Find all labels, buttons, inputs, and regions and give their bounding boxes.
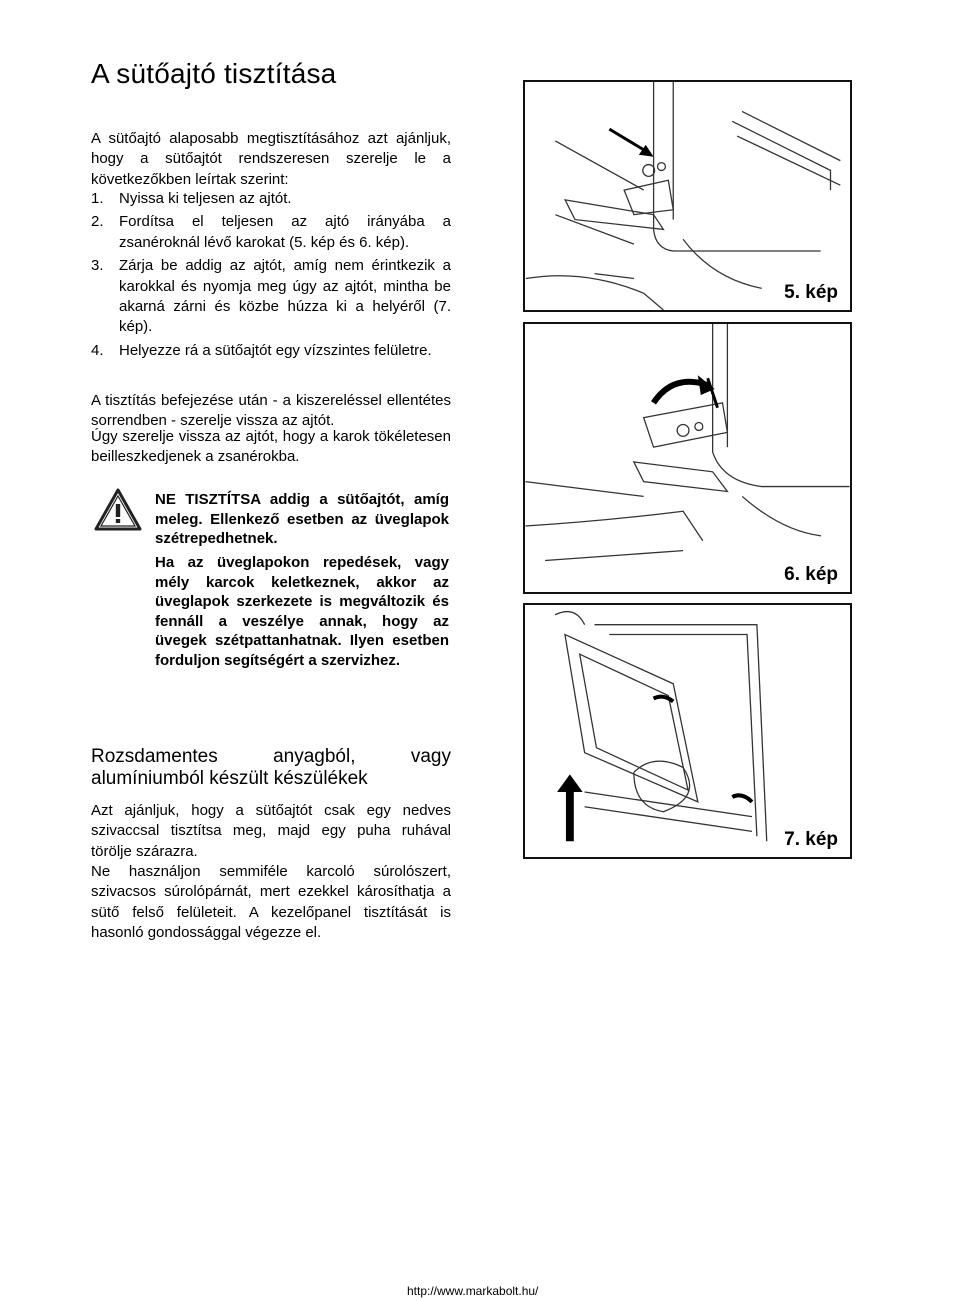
step-text: Zárja be addig az ajtót, amíg nem érintkezik a karokkal és nyomja meg úgy az ajtót, mintha be akarná zárni és közbe húzza ki a helyéről (7. kép). — [119, 257, 451, 336]
step-text: Helyezze rá a sütőajtót egy vízszintes felületre. — [119, 341, 432, 359]
step-1 — [91, 189, 451, 209]
step-2 — [91, 212, 451, 253]
figure-5 — [523, 80, 852, 312]
figure-caption: 5. kép — [784, 282, 838, 303]
hinge-lever-illustration — [525, 82, 850, 310]
step-number: 1. — [91, 190, 104, 207]
warning-cracked-glass: Ha az üveglapokon repedések, vagy mély karcok keletkeznek, akkor az üveglapok szerkezete is megváltozik és fennáll a veszélye annak, hogy az üvegek szétpattanhatnak. Ilyen esetben forduljon segítségért a szervizhez. — [155, 554, 449, 669]
hinge-lever-rotation-illustration — [525, 324, 850, 592]
steps-list — [91, 189, 451, 364]
step-text: Nyissa ki teljesen az ajtót. — [119, 190, 292, 207]
heading-word: vagy — [410, 746, 451, 767]
step-text: Fordítsa el teljesen az ajtó irányába a zsanéroknál lévő karokat (5. kép és 6. kép). — [119, 213, 451, 251]
door-removal-illustration — [525, 605, 850, 857]
figure-caption: 7. kép — [784, 829, 838, 850]
figure-7 — [523, 603, 852, 859]
heading-line-2: alumíniumból készült készülékek — [91, 768, 368, 789]
step-4 — [91, 341, 451, 361]
intro-paragraph: A sütőajtó alaposabb megtisztításához azt ajánljuk, hogy a sütőajtót rendszeresen szerelje le a következőkben leírtak szerint: — [91, 130, 451, 188]
reassembly-paragraph-1: A tisztítás befejezése után - a kiszereléssel ellentétes sorrendben - szerelje vissza az ajtót. — [91, 392, 451, 430]
figure-caption: 6. kép — [784, 564, 838, 585]
section-heading — [91, 746, 451, 790]
warning-hot-door: NE TISZTÍTSA addig a sütőajtót, amíg meleg. Ellenkező esetben az üveglapok szétrepedhetnek. — [155, 491, 449, 548]
page-title: A sütőajtó tisztítása — [91, 58, 337, 89]
figure-6 — [523, 322, 852, 594]
warning-triangle-icon — [94, 488, 142, 531]
cleaning-paragraph: Azt ajánljuk, hogy a sütőajtót csak egy nedves szivaccsal tisztítsa meg, majd egy puha ruhával törölje szárazra. — [91, 802, 451, 860]
step-number: 3. — [91, 257, 104, 275]
footer-link[interactable]: http://www.markabolt.hu/ — [407, 1284, 539, 1298]
heading-word: Rozsdamentes — [91, 746, 218, 767]
step-3 — [91, 256, 451, 337]
step-number: 2. — [91, 213, 104, 231]
cleaning-warning-paragraph: Ne használjon semmiféle karcoló súrolószert, szivacsos súrolópárnát, mert ezekkel károsíthatja a sütő felső felületeit. A kezelőpanel tisztítását is hasonló gondossággal végezze el. — [91, 863, 451, 941]
reassembly-paragraph-2: Úgy szerelje vissza az ajtót, hogy a karok tökéletesen beilleszkedjenek a zsanérokba. — [91, 428, 451, 466]
step-number: 4. — [91, 341, 104, 359]
heading-word: anyagból, — [273, 746, 356, 767]
